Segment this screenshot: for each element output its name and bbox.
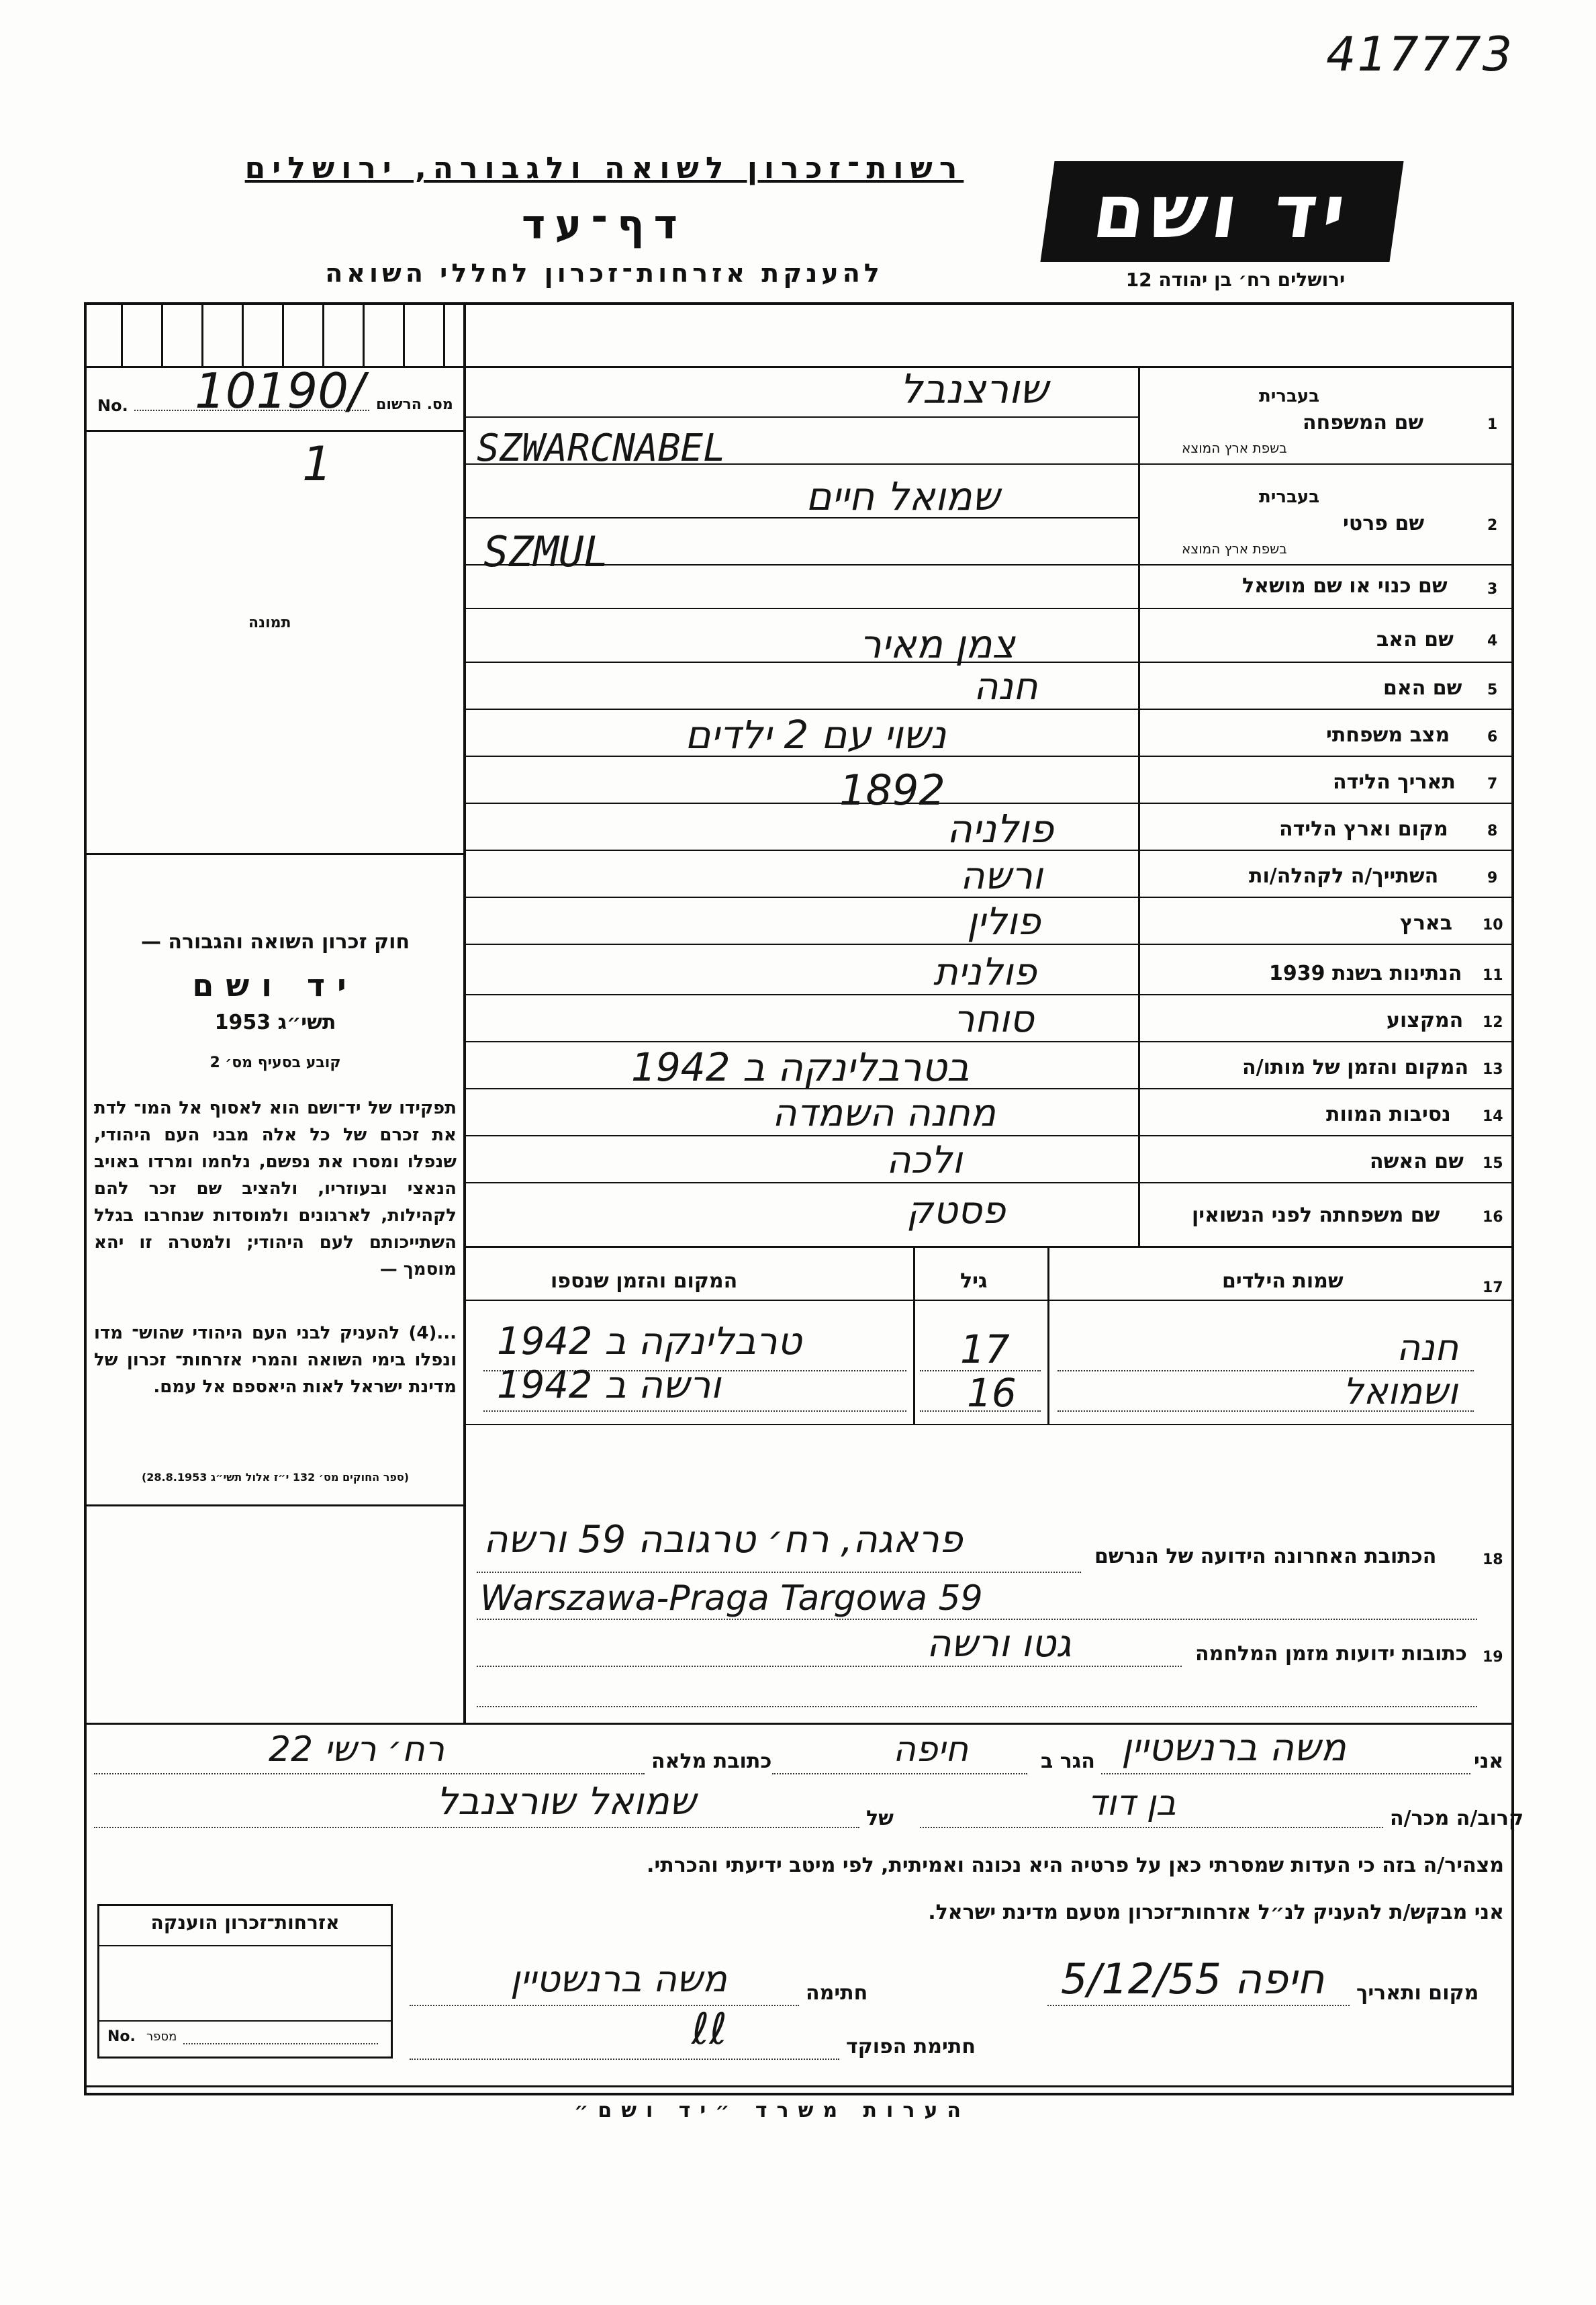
field-5-label: שם האם: [1383, 676, 1462, 700]
field-7-label: תאריך הלידה: [1333, 770, 1456, 794]
law-name: יד ושם: [192, 967, 359, 1003]
archive-stamp-number: 417773: [1326, 27, 1514, 82]
field-2-hebrew-label: בעברית: [1259, 487, 1320, 507]
of-name-value[interactable]: שמואל שורצנבל: [436, 1780, 696, 1823]
law-text-1: תפקידו של יד־ושם הוא לאסוף אל המו־ לדת את זכרם של כל אלה מבני העם היהודי, שנפלו ומסרו את נפשם, נלחמו ומרדו באויב הנאצי ובעוזריו, ולהציב שם זכר להם לקהילות, לארגונים ולמוסדות שנחרבו בגלל השתייכותם לעם היהודי; ולמטרה זו יהא מוסמך —: [94, 1098, 457, 1279]
field-2-label: שם פרטי: [1343, 512, 1425, 535]
relative-label: קרוב/ה מכר/ה: [1390, 1807, 1524, 1830]
declarant-ani: אני: [1474, 1750, 1504, 1773]
law-source: (ספר החוקים מס׳ 132 י״ז אלול תשי״ג 28.8.1953): [141, 1471, 410, 1484]
officer-signature-label: חתימת הפוקד: [846, 2035, 976, 2059]
logo-text: יד ושם: [1088, 169, 1356, 255]
photo-label: תמונה: [248, 615, 291, 631]
field-8-label: מקום וארץ הלידה: [1279, 817, 1448, 841]
surname-hebrew-value[interactable]: שורצנבל: [900, 366, 1049, 413]
field-1-origin-label: בשפת ארץ המוצא: [1182, 440, 1287, 456]
signature-value[interactable]: משה ברנשטיין: [510, 1958, 727, 2000]
organization-address: ירושלים רח׳ בן יהודה 12: [1125, 269, 1346, 291]
mother-name-value[interactable]: חנה: [974, 665, 1038, 709]
marital-status-value[interactable]: נשוי עם 2 ילדים: [685, 712, 947, 758]
nationality-value[interactable]: פולנית: [933, 950, 1037, 994]
wife-maiden-name-value[interactable]: פסטק: [906, 1189, 1006, 1232]
last-address-latin-value[interactable]: Warszawa-Praga Targowa 59: [480, 1578, 983, 1619]
place-date-label: מקום ותאריך: [1356, 1981, 1479, 2005]
field-4-label: שם האב: [1376, 628, 1454, 651]
birth-date-value[interactable]: 1892: [839, 766, 945, 815]
community-value[interactable]: ורשה: [960, 854, 1043, 898]
profession-value[interactable]: סוחר: [953, 997, 1034, 1041]
last-address-hebrew-value[interactable]: פראגה, רח׳ טרגובה 59 ורשה: [483, 1518, 963, 1562]
declaration-text: מצהיר/ה בזה כי העדות שמסרתי כאן על פרטיה היא נכונה ואמיתית, לפי מיטב ידיעתי והכרתי.: [647, 1854, 1504, 1877]
field-18-label: הכתובת האחרונה הידועה של הנרשם: [1094, 1545, 1437, 1568]
given-name-latin-value[interactable]: SZMUL: [483, 527, 609, 576]
yad-vashem-logo: [1040, 161, 1403, 262]
wife-name-value[interactable]: ולכה: [886, 1138, 963, 1182]
birth-place-value[interactable]: פולניה: [947, 806, 1054, 852]
child-2-age[interactable]: 16: [967, 1370, 1017, 1416]
children-place-header: המקום והזמן שנספו: [551, 1269, 738, 1293]
field-9-label: השתייך/ה לקהלה/ות: [1249, 864, 1439, 888]
citizenship-box-number-label: מספר: [146, 2030, 177, 2044]
law-clause: קובע בסעיף מס׳ 2: [209, 1054, 341, 1071]
signature-label: חתימה: [806, 1981, 868, 2005]
death-place-date-value[interactable]: בטרבלינקה ב 1942: [631, 1044, 970, 1090]
child-2-place[interactable]: ורשה ב 1942: [497, 1363, 721, 1407]
relation-value[interactable]: בן דוד: [1088, 1783, 1176, 1823]
of-label: של: [866, 1807, 894, 1830]
children-age-header: גיל: [960, 1269, 988, 1293]
registration-no-label: No.: [97, 396, 128, 415]
child-1-age[interactable]: 17: [960, 1326, 1010, 1372]
field-19-label: כתובות ידועות מזמן המלחמה: [1195, 1642, 1467, 1666]
request-text: אני מבקש/ת להעניק לנ״ל אזרחות־זכרון מטעם מדינת ישראל.: [928, 1901, 1504, 1924]
field-10-label: בארץ: [1400, 911, 1453, 935]
children-names-header: שמות הילדים: [1222, 1269, 1344, 1293]
death-circumstances-value[interactable]: מחנה השמדה: [772, 1091, 996, 1135]
field-3-label: שם כנוי או שם מושאל: [1242, 574, 1448, 598]
wartime-address-value[interactable]: גטו ורשה: [927, 1622, 1072, 1666]
country-value[interactable]: פולין: [967, 900, 1041, 944]
field-13-label: המקום והזמן של מותו/ה: [1242, 1056, 1469, 1079]
law-year: תשי״ג 1953: [214, 1011, 336, 1034]
field-16-label: שם משפחתה לפני הנשואין: [1192, 1204, 1440, 1227]
full-address-label: כתובת מלאה: [651, 1750, 772, 1773]
child-2-name[interactable]: ושמואל: [1343, 1370, 1458, 1412]
child-1-name[interactable]: חנה: [1397, 1326, 1459, 1369]
declarant-city-value[interactable]: חיפה: [893, 1729, 969, 1770]
law-text-2: ...(4) להעניק לבני העם היהודי שהוש־ מדו ונפלו בימי השואה והמרי אזרחות־ זכרון של מדינת ישראל לאות היאספם אל עמם.: [94, 1323, 457, 1397]
given-name-hebrew-value[interactable]: שמואל חיים: [806, 473, 1000, 519]
field-2-origin-label: בשפת ארץ המוצא: [1182, 541, 1287, 557]
declarant-name-value[interactable]: משה ברנשטיין: [1121, 1726, 1346, 1770]
registration-label: מס. הרשום: [376, 396, 453, 413]
field-15-label: שם האשה: [1370, 1150, 1464, 1173]
field-6-label: מצב משפחתי: [1326, 723, 1450, 747]
field-1-label: שם המשפחה: [1303, 411, 1424, 435]
law-title: חוק זכרון השואה והגבורה —: [140, 930, 410, 954]
declarant-street-value[interactable]: רח׳ רשי 22: [269, 1729, 444, 1770]
child-1-place[interactable]: טרבלינקה ב 1942: [497, 1320, 802, 1363]
place-date-value[interactable]: חיפה 5/12/55: [1061, 1954, 1325, 2003]
field-11-label: הנתינות בשנת 1939: [1269, 962, 1462, 985]
declarant-resides-label: הגר ב: [1041, 1750, 1095, 1773]
surname-latin-value[interactable]: SZWARCNABEL: [477, 426, 726, 470]
father-name-value[interactable]: צמן מאיר: [859, 621, 1015, 667]
registration-sub: 1: [302, 437, 332, 492]
citizenship-granted-box: [97, 1904, 393, 2059]
field-12-label: המקצוע: [1387, 1009, 1464, 1032]
registration-number: 10190/: [195, 363, 365, 419]
citizenship-box-no: No.: [107, 2028, 136, 2045]
field-1-hebrew-label: בעברית: [1259, 386, 1320, 406]
form-subtitle: להענקת אזרחות־זכרון לחללי השואה: [325, 259, 884, 288]
field-14-label: נסיבות המוות: [1326, 1103, 1451, 1126]
form-title: דף־עד: [522, 201, 687, 248]
signature-scribble: ℓℓ: [692, 2005, 727, 2054]
authority-title: רשות־זכרון לשואה ולגבורה, ירושלים: [244, 151, 964, 185]
office-notes-footer: הערות משרד ״יד ושם״: [574, 2099, 970, 2122]
citizenship-box-title: אזרחות־זכרון הוענקה: [150, 1911, 340, 1934]
